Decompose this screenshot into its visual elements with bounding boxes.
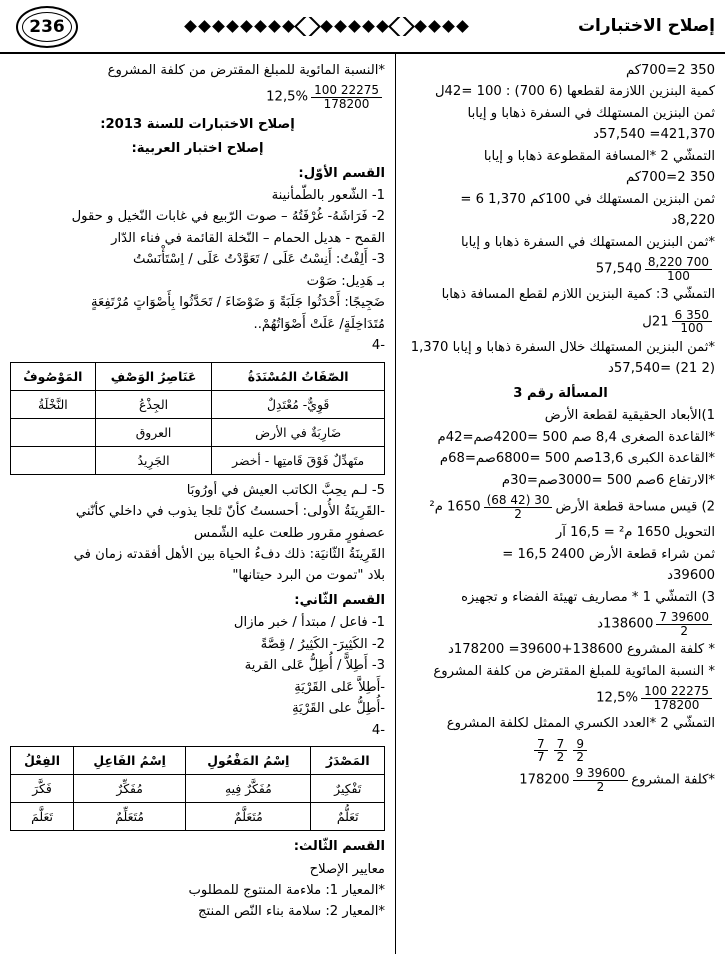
diamond-icon bbox=[199, 20, 212, 33]
section-heading: القسم الثّاني: bbox=[294, 592, 385, 608]
table-cell: النَّخْلَةُ bbox=[11, 390, 96, 418]
fraction-numerator: 700 8,220 bbox=[645, 256, 712, 270]
fraction-denominator: 178200 bbox=[323, 97, 370, 112]
page-header bbox=[0, 0, 725, 54]
page-number-badge bbox=[10, 3, 82, 49]
text-line: -4 bbox=[371, 722, 385, 738]
text-line: التحويل 1650 م² = 16,5 آر bbox=[555, 525, 715, 541]
table-row bbox=[11, 803, 385, 831]
text-line: (2 21) =57,540د bbox=[608, 361, 715, 377]
equation-line bbox=[10, 84, 385, 110]
page-number: 236 bbox=[29, 17, 65, 37]
text-line: ثمن شراء قطعة الأرض 2400 16,5 = bbox=[502, 546, 715, 562]
fraction-denominator: 7 bbox=[537, 750, 545, 765]
diamond-icon bbox=[283, 20, 296, 33]
fraction-denominator: 2 bbox=[576, 750, 584, 765]
text-line: 1- الشّعور بالطّمأنينة bbox=[271, 188, 385, 203]
text-line: * النسبة المائوية للمبلغ المقترض من كلفة المشروع bbox=[433, 663, 715, 679]
text-line: ثمن البنزين المستهلك في السفرة ذهابا و إيابا bbox=[467, 105, 715, 121]
fraction bbox=[573, 767, 629, 793]
text-line: بلاد "تموت من البرد حيتانها" bbox=[232, 568, 385, 584]
fraction-numerator: 22275 100 bbox=[641, 685, 712, 699]
text-line: 5- لـم يحِبَّ الكاتب العيش في أورُوبَا bbox=[186, 482, 385, 498]
text-line: معايير الإصلاح bbox=[309, 861, 385, 877]
text-line: -4 bbox=[371, 338, 385, 354]
fraction-denominator: 2 bbox=[680, 623, 688, 638]
text-line: 3- أَطِلاًّ / أُطِلُّ عَلى القرية bbox=[244, 658, 385, 674]
table-cell: قَوِيٌّ- مُعْتَدِلٌ bbox=[212, 390, 385, 418]
equation-line bbox=[406, 611, 715, 637]
text-line: 2- فَرَاشَهُ- غُرْفَتُهُ – صوت الرّبيع في غابات النّخيل و حقول bbox=[71, 209, 385, 225]
text-line: *المعيار 2: سلامة بناء النّص المنتج bbox=[198, 904, 385, 920]
text-line: 3- أَلِفْتُ: أَنِسْتُ عَلَى / تَعَوَّدْتُ عَلَى / اِسْتَأْنَسْتُ bbox=[132, 252, 385, 268]
diamond-icon bbox=[185, 20, 198, 33]
table-cell: مُتَعَلَّمٌ bbox=[186, 803, 311, 831]
text-line: 350 2=700كم bbox=[625, 170, 715, 186]
table-row bbox=[11, 418, 385, 446]
diamond-outline-icon bbox=[295, 17, 322, 36]
table-header-row bbox=[11, 362, 385, 390]
diamond-ornament-right bbox=[82, 17, 572, 36]
diamond-icon bbox=[457, 20, 470, 33]
equation-suffix: 138600د bbox=[597, 616, 654, 632]
table-cell: الجَرِيدُ bbox=[95, 446, 212, 474]
table-header-cell: اِسْمُ المَفْعُولِ bbox=[186, 747, 311, 775]
equation-suffix: 12,5% bbox=[596, 690, 639, 706]
table-cell: فَكَّرَ bbox=[11, 775, 74, 803]
diamond-icon bbox=[241, 20, 254, 33]
fraction bbox=[554, 738, 568, 764]
fraction-denominator: 178200 bbox=[653, 697, 700, 712]
diamond-icon bbox=[377, 20, 390, 33]
text-line: ضَجِيجًا: أَحْدَثُوا جَلَبَةً وَ ضَوْضَاءَ / تَحَدَّثُوا بِأَصْوَاتٍ مُرْتَفِعَةٍ bbox=[90, 295, 385, 311]
text-line: -أُطِلُّ على القَرْيَةِ bbox=[292, 701, 385, 717]
diamond-icon bbox=[227, 20, 240, 33]
diamond-icon bbox=[443, 20, 456, 33]
table-header-cell: المَوْصُوفُ bbox=[11, 362, 96, 390]
table-row bbox=[11, 446, 385, 474]
text-line: كمية البنزين اللازمة لقطعها (6 700) : 100 =42ل bbox=[434, 84, 715, 100]
table-cell: تَفْكِيرٌ bbox=[311, 775, 385, 803]
fraction-denominator: 100 bbox=[667, 268, 690, 283]
fraction bbox=[484, 494, 553, 520]
diamond-icon bbox=[363, 20, 376, 33]
fraction-numerator: 9 bbox=[573, 738, 587, 752]
diamond-icon bbox=[349, 20, 362, 33]
table-header-cell: اِسْمُ الفَاعِلِ bbox=[74, 747, 186, 775]
section-heading: القسم الثّالث: bbox=[293, 839, 385, 855]
diamond-outline-icon bbox=[389, 17, 416, 36]
diamond-icon bbox=[213, 20, 226, 33]
equation-suffix: 57,540 bbox=[595, 261, 642, 277]
text-line: -القَرِينَةُ الأُولى: أحسستُ كأنّ ثلجا يذوب في داخلي كأنّني bbox=[75, 504, 385, 520]
equation-suffix: 12,5% bbox=[266, 89, 309, 105]
fraction-denominator: 2 bbox=[596, 779, 605, 794]
fraction-numerator: 7 bbox=[534, 738, 548, 752]
text-line: ثمن البنزين المستهلك في 100كم 1,370 6 = bbox=[460, 191, 715, 207]
text-line: *ثمن البنزين المستهلك في السفرة ذهابا و إيابا bbox=[460, 234, 715, 250]
text-line: *النسبة المائوية للمبلغ المقترض من كلفة المشروع bbox=[107, 63, 385, 78]
text-line: 39600د bbox=[667, 568, 715, 584]
text-line: التمشّي 2 *المسافة المقطوعة ذهابا و إيابا bbox=[483, 148, 715, 164]
table-cell bbox=[11, 446, 96, 474]
column-left bbox=[0, 54, 395, 954]
table-cell: العروق bbox=[95, 418, 212, 446]
table-cell: متَهدِّلٌ فَوْقَ قَامتِها - أخضر bbox=[212, 446, 385, 474]
fraction-denominator: 100 bbox=[680, 321, 704, 336]
text-line: القَرِينَةُ الثّانيَة: ذلك دفءُ الحياة بين الأهل أفقدته زمان في bbox=[73, 546, 385, 562]
page-body bbox=[0, 54, 725, 954]
diamond-icon bbox=[321, 20, 334, 33]
fraction bbox=[573, 738, 587, 764]
fraction bbox=[645, 256, 712, 282]
equation-suffix: 1650 م² bbox=[429, 499, 481, 515]
text-line: -أَطِلاَّ عَلى القَرْيَةِ bbox=[294, 679, 385, 695]
fraction bbox=[311, 84, 382, 110]
table-cell: ضَارِبَةٌ في الأرض bbox=[212, 418, 385, 446]
fraction-numerator: 22275 100 bbox=[311, 84, 382, 98]
fraction-numerator: 7 bbox=[554, 738, 568, 752]
text-line: *المعيار 1: ملاءمة المنتوج للمطلوب bbox=[188, 882, 385, 898]
equation-line bbox=[406, 309, 715, 335]
section-heading: إصلاح اختبار العربية: bbox=[131, 141, 264, 157]
fraction-group bbox=[406, 738, 715, 764]
diamond-icon bbox=[415, 20, 428, 33]
text-line: مُتَدَاخِلَةٍ/ عَلَتْ أَصْوَاتُهُمْ.. bbox=[253, 316, 385, 332]
text-line: التمشّي 2 *العدد الكسري الممثل لكلفة المشروع bbox=[446, 716, 715, 732]
table-header-row bbox=[11, 747, 385, 775]
fraction-denominator: 2 bbox=[556, 750, 565, 765]
table-header-cell: الفِعْلُ bbox=[11, 747, 74, 775]
fraction bbox=[672, 309, 712, 335]
table-cell: الجِذْعُ bbox=[95, 390, 212, 418]
text-line: القمح - هديل الحمام – النّخلة القائمة في فناء الدّار bbox=[111, 230, 385, 246]
fraction bbox=[656, 611, 712, 637]
table-header-cell: المَصْدَرُ bbox=[311, 747, 385, 775]
diamond-icon bbox=[429, 20, 442, 33]
table-cell bbox=[11, 418, 96, 446]
fraction-numerator: 30 (42 68) bbox=[484, 494, 553, 508]
table-cell: تَعَلَّمَ bbox=[11, 803, 74, 831]
table-row bbox=[11, 775, 385, 803]
text-line: بـ هَدِيل: صَوْت bbox=[306, 273, 385, 289]
text-line: التمشّي 3: كمية البنزين اللازم لقطع المسافة ذهابا bbox=[441, 287, 715, 303]
section-heading: المسألة رقم 3 bbox=[513, 385, 608, 401]
table-1 bbox=[10, 362, 385, 475]
equation-line bbox=[406, 685, 715, 711]
table-cell: مُتَعَلِّمٌ bbox=[74, 803, 186, 831]
diamond-icon bbox=[335, 20, 348, 33]
table-cell: مُفَكِّرٌ bbox=[74, 775, 186, 803]
equation-line bbox=[406, 494, 715, 520]
text-line: 1- فاعل / مبتدأ / خبر مازال bbox=[233, 615, 385, 631]
section-heading: إصلاح الاختبارات للسنة 2013: bbox=[100, 116, 295, 132]
text-line: 1)الأبعاد الحقيقية لقطعة الأرض bbox=[544, 408, 715, 424]
text-line: *القاعدة الكبرى 13,6صم 500 =6800صم=68م bbox=[439, 451, 715, 467]
fraction-numerator: 39600 9 bbox=[573, 767, 629, 781]
table-cell: مُفَكَّرٌ فِيهِ bbox=[186, 775, 311, 803]
fraction-numerator: 39600 7 bbox=[656, 611, 712, 625]
equation-suffix: 178200 bbox=[519, 772, 570, 788]
equation-prefix: *كلفة المشروع bbox=[631, 772, 715, 788]
page-title: إصلاح الاختبارات bbox=[577, 16, 715, 36]
text-line: 350 2=700كم bbox=[625, 63, 715, 78]
equation-prefix: 2) قيس مساحة قطعة الأرض bbox=[555, 499, 715, 515]
column-right bbox=[395, 54, 725, 954]
equation-suffix: 21ل bbox=[642, 314, 669, 330]
text-line: *القاعدة الصغرى 8,4 صم 500 =4200صم=42م bbox=[437, 429, 715, 445]
text-line: عصفورٍ مقرور طلعت عليه الشّمس bbox=[193, 525, 385, 541]
text-line: 2- الكَثِيرَ- الكَثِيرُ / قِصَّةً bbox=[260, 636, 385, 652]
text-line: *ثمن البنزين المستهلك خلال السفرة ذهابا و إيابا 1,370 bbox=[410, 339, 715, 355]
text-line: *الارتفاع 6صم 500 =3000صم=30م bbox=[501, 472, 715, 488]
diamond-icon bbox=[255, 20, 268, 33]
fraction bbox=[641, 685, 712, 711]
fraction-denominator: 2 bbox=[514, 506, 522, 521]
equation-line bbox=[406, 256, 715, 282]
text-line: 421,370= 57,540د bbox=[593, 127, 715, 143]
table-row bbox=[11, 390, 385, 418]
table-2 bbox=[10, 746, 385, 831]
table-header-cell: عَنَاصِرُ الوَصْفِ bbox=[95, 362, 212, 390]
fraction-numerator: 350 6 bbox=[672, 309, 712, 323]
table-header-cell: الصّفَاتُ المُسْنَدَةُ bbox=[212, 362, 385, 390]
diamond-icon bbox=[269, 20, 282, 33]
text-line: 8,220د bbox=[671, 213, 715, 229]
section-heading: القسم الأوّل: bbox=[298, 165, 385, 181]
equation-line bbox=[406, 767, 715, 793]
text-line: * كلفة المشروع 138600+39600= 178200د bbox=[448, 642, 715, 658]
table-cell: تَعَلُّمٌ bbox=[311, 803, 385, 831]
fraction bbox=[534, 738, 548, 764]
text-line: 3) التمشّي 1 * مصاريف تهيئة الفضاء و تجهيزه bbox=[461, 589, 715, 605]
